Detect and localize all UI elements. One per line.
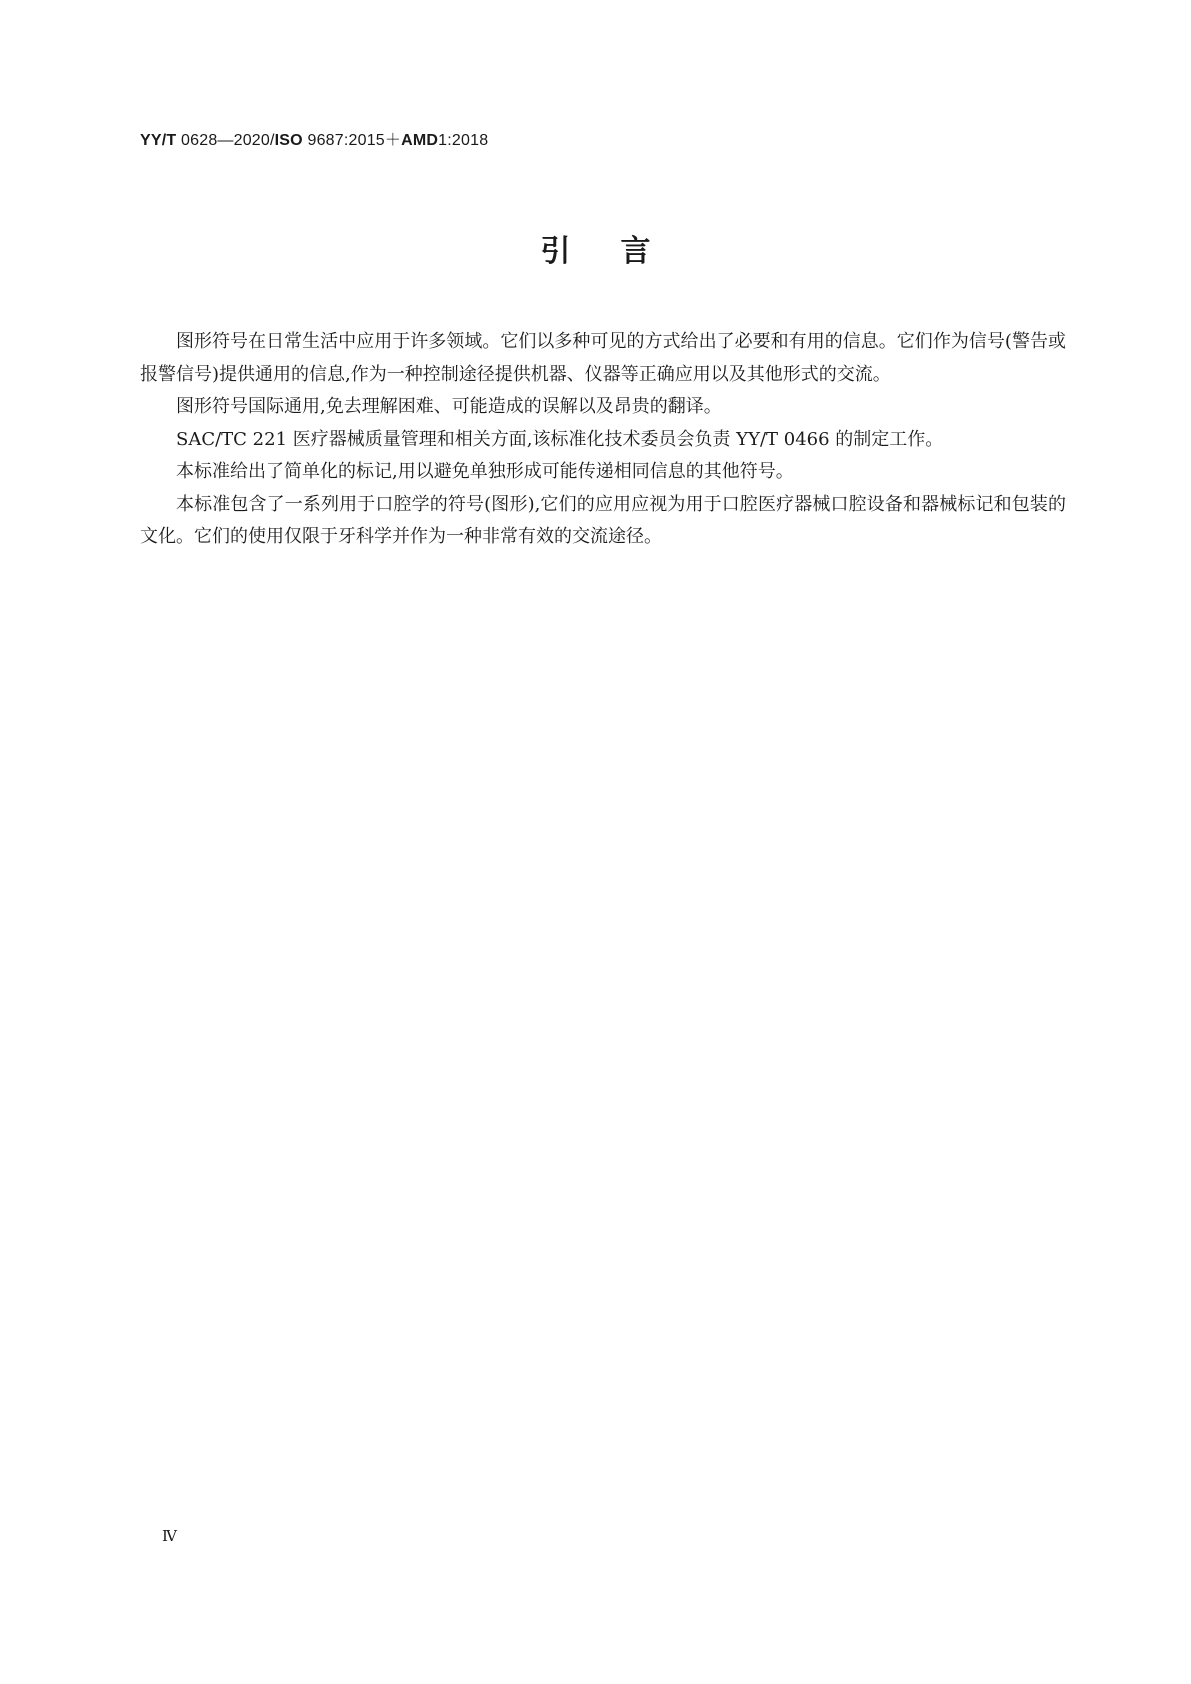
page-number: Ⅳ [162, 1527, 177, 1545]
standard-code-prefix: YY/T [140, 132, 177, 149]
section-title: 引言 [540, 234, 701, 269]
standard-code-iso-number: 9687:2015＋ [302, 132, 402, 149]
paragraph-3: SAC/TC 221 医疗器械质量管理和相关方面,该标准化技术委员会负责 YY/T 0466 的制定工作。 [176, 428, 944, 450]
standard-code-number: 0628—2020/ [176, 132, 275, 149]
paragraph-4: 本标准给出了简单化的标记,用以避免单独形成可能传递相同信息的其他符号。 [176, 461, 794, 482]
standard-code-header [140, 127, 488, 150]
standard-code-amd-number: 1:2018 [438, 132, 489, 149]
paragraph-5: 本标准包含了一系列用于口腔学的符号(图形),它们的应用应视为用于口腔医疗器械口腔设备和器械标记和包装的文化。它们的使用仅限于牙科学并作为一种非常有效的交流途径。 [140, 493, 1066, 547]
paragraph-1: 图形符号在日常生活中应用于许多领域。它们以多种可见的方式给出了必要和有用的信息。它们作为信号(警告或报警信号)提供通用的信息,作为一种控制途径提供机器、仪器等正确应用以及其他形式的交流。 [140, 331, 1066, 385]
introduction-body [140, 326, 1066, 554]
standard-code-amd: AMD [401, 132, 439, 149]
standard-code-iso: ISO [274, 132, 303, 149]
paragraph-2: 图形符号国际通用,免去理解困难、可能造成的误解以及昂贵的翻译。 [176, 396, 722, 417]
